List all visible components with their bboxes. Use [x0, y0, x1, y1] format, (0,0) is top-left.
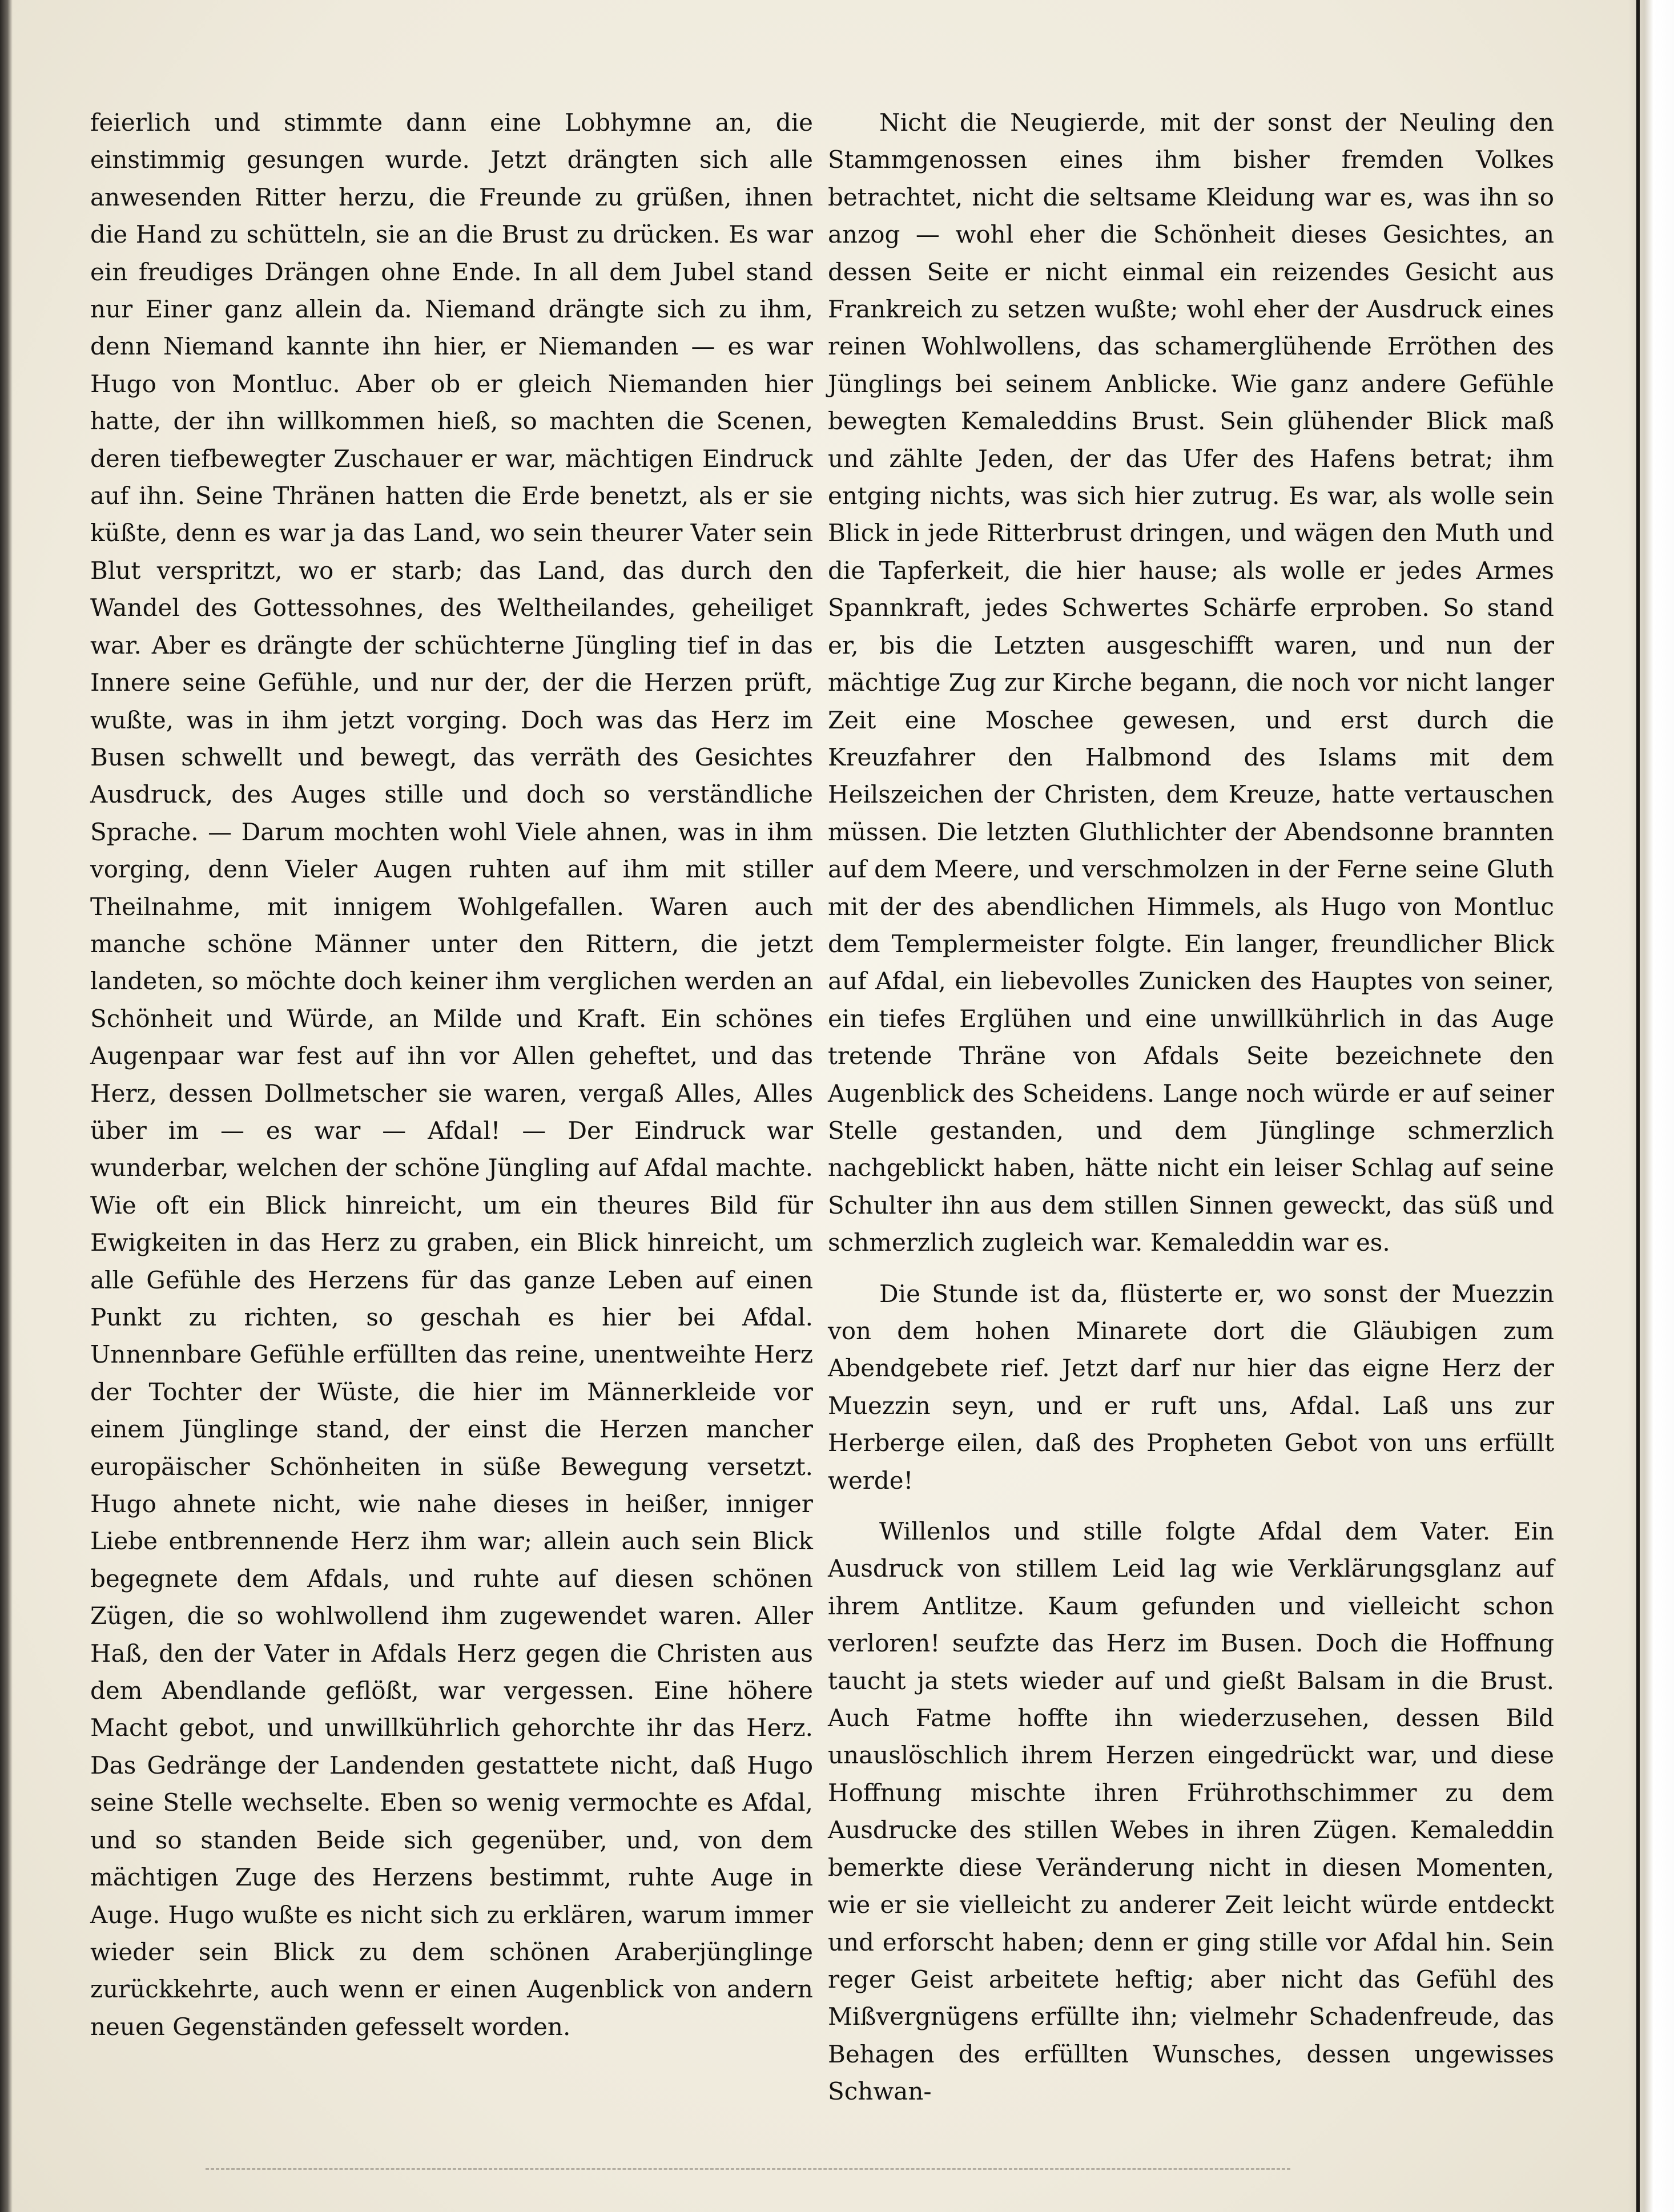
right-text-column [828, 104, 1554, 2110]
scan-edge-left [0, 0, 13, 2212]
scan-edge-right-line [1636, 0, 1640, 2212]
right-paragraph-2: Die Stunde ist da, flüsterte er, wo sonst der Muezzin von dem hohen Minarete dort die Gläubigen zum Abendgebete rief. Jetzt darf nur hier das eigne Herz der Muezzin seyn, und er ruft uns, Afdal. Laß uns zur Herberge eilen, daß des Propheten Gebot von uns erfüllt werde! [828, 1279, 1554, 1494]
scan-edge-right [1628, 0, 1674, 2212]
bottom-rule [206, 2168, 1290, 2175]
right-paragraph-3: Willenlos und stille folgte Afdal dem Vater. Ein Ausdruck von stillem Leid lag wie Verklärungsglanz auf ihrem Antlitze. Kaum gefunden und vielleicht schon verloren! seufzte das Herz im Busen. Doch die Hoffnung taucht ja stets wieder auf und gießt Balsam in die Brust. Auch Fatme hoffte ihn wiederzusehen, dessen Bild unauslöschlich ihrem Herzen eingedrückt war, und diese Hoffnung mischte ihren Frührothschimmer zu dem Ausdrucke des stillen Webes in ihren Zügen. Kemaleddin bemerkte diese Veränderung nicht in diesen Momenten, wie er sie vielleicht zu anderer Zeit leicht würde entdeckt und erforscht haben; denn er ging stille vor Afdal hin. Sein reger Geist arbeitete heftig; aber nicht das Gefühl des Mißvergnügens erfüllte ihn; vielmehr Schadenfreude, das Behagen des erfüllten Wunsches, dessen ungewisses Schwan- [828, 1517, 1554, 2106]
right-paragraph-1: Nicht die Neugierde, mit der sonst der Neuling den Stammgenossen eines ihm bisher fremden Volkes betrachtet, nicht die seltsame Kleidung war es, was ihn so anzog — wohl eher die Schönheit dieses Gesichtes, an dessen Seite er nicht einmal ein reizendes Gesicht aus Frankreich zu setzen wußte; wohl eher der Ausdruck eines reinen Wohlwollens, das schamerglühende Erröthen des Jünglings bei seinem Anblicke. Wie ganz andere Gefühle bewegten Kemaleddins Brust. Sein glühender Blick maß und zählte Jeden, der das Ufer des Hafens betrat; ihm entging nichts, was sich hier zutrug. Es war, als wolle sein Blick in jede Ritterbrust dringen, und wägen den Muth und die Tapferkeit, die hier hause; als wolle er jedes Armes Spannkraft, jedes Schwertes Schärfe erproben. So stand er, bis die Letzten ausgeschifft waren, und nun der mächtige Zug zur Kirche begann, die noch vor nicht langer Zeit eine Moschee gewesen, und erst durch die Kreuzfahrer den Halbmond des Islams mit dem Heilszeichen der Christen, dem Kreuze, hatte vertauschen müssen. Die letzten Gluthlichter der Abendsonne brannten auf dem Meere, und verschmolzen in der Ferne seine Gluth mit der des abendlichen Himmels, als Hugo von Montluc dem Templermeister folgte. Ein langer, freundlicher Blick auf Afdal, ein liebevolles Zunicken des Hauptes von seiner, ein tiefes Erglühen und eine unwillkührlich in das Auge tretende Thräne von Afdals Seite bezeichnete den Augenblick des Scheidens. Lange noch würde er auf seiner Stelle gestanden, und dem Jünglinge schmerzlich nachgeblickt haben, hätte nicht ein leiser Schlag auf seine Schulter ihn aus dem stillen Sinnen geweckt, das süß und schmerzlich zugleich war. Kemaleddin war es. [828, 108, 1554, 1257]
left-paragraph-1: feierlich und stimmte dann eine Lobhymne an, die einstimmig gesungen wurde. Jetzt drängten sich alle anwesenden Ritter herzu, die Freunde zu grüßen, ihnen die Hand zu schütteln, sie an die Brust zu drücken. Es war ein freudiges Drängen ohne Ende. In all dem Jubel stand nur Einer ganz allein da. Niemand drängte sich zu ihm, denn Niemand kannte ihn hier, er Niemanden — es war Hugo von Montluc. Aber ob er gleich Niemanden hier hatte, der ihn willkommen hieß, so machten die Scenen, deren tiefbewegter Zuschauer er war, mächtigen Eindruck auf ihn. Seine Thränen hatten die Erde benetzt, als er sie küßte, denn es war ja das Land, wo sein theurer Vater sein Blut verspritzt, wo er starb; das Land, das durch den Wandel des Gottessohnes, des Weltheilandes, geheiliget war. Aber es drängte der schüchterne Jüngling tief in das Innere seine Gefühle, und nur der, der die Herzen prüft, wußte, was in ihm jetzt vorging. Doch was das Herz im Busen schwellt und bewegt, das verräth des Gesichtes Ausdruck, des Auges stille und doch so verständliche Sprache. — Darum mochten wohl Viele ahnen, was in ihm vorging, denn Vieler Augen ruhten auf ihm mit stiller Theilnahme, mit innigem Wohlgefallen. Waren auch manche schöne Männer unter den Rittern, die jetzt landeten, so möchte doch keiner ihm verglichen werden an Schönheit und Würde, an Milde und Kraft. Ein schönes Augenpaar war fest auf ihn vor Allen geheftet, und das Herz, dessen Dollmetscher sie waren, vergaß Alles, Alles über im — es war — Afdal! — Der Eindruck war wunderbar, welchen der schöne Jüngling auf Afdal machte. Wie oft ein Blick hinreicht, um ein theures Bild für Ewigkeiten in das Herz zu graben, ein Blick hinreicht, um alle Gefühle des Herzens für das ganze Leben auf einen Punkt zu richten, so geschah es hier bei Afdal. Unnennbare Gefühle erfüllten das reine, unentweihte Herz der Tochter der Wüste, die hier im Männerkleide vor einem Jünglinge stand, der einst die Herzen mancher europäischer Schönheiten in süße Bewegung versetzt. Hugo ahnete nicht, wie nahe dieses in heißer, inniger Liebe entbrennende Herz ihm war; allein auch sein Blick begegnete dem Afdals, und ruhte auf diesen schönen Zügen, die so wohlwollend ihm zugewendet waren. Aller Haß, den der Vater in Afdals Herz gegen die Christen aus dem Abendlande geflößt, war vergessen. Eine höhere Macht gebot, und unwillkührlich gehorchte ihr das Herz. Das Gedränge der Landenden gestattete nicht, daß Hugo seine Stelle wechselte. Eben so wenig vermochte es Afdal, und so standen Beide sich gegenüber, und, von dem mächtigen Zuge des Herzens bestimmt, ruhte Auge in Auge. Hugo wußte es nicht sich zu erklären, warum immer wieder sein Blick zu dem schönen Araberjünglinge zurückkehrte, auch wenn er einen Augenblick von andern neuen Gegenständen gefesselt worden. [90, 108, 813, 2041]
left-text-column [90, 104, 813, 2045]
